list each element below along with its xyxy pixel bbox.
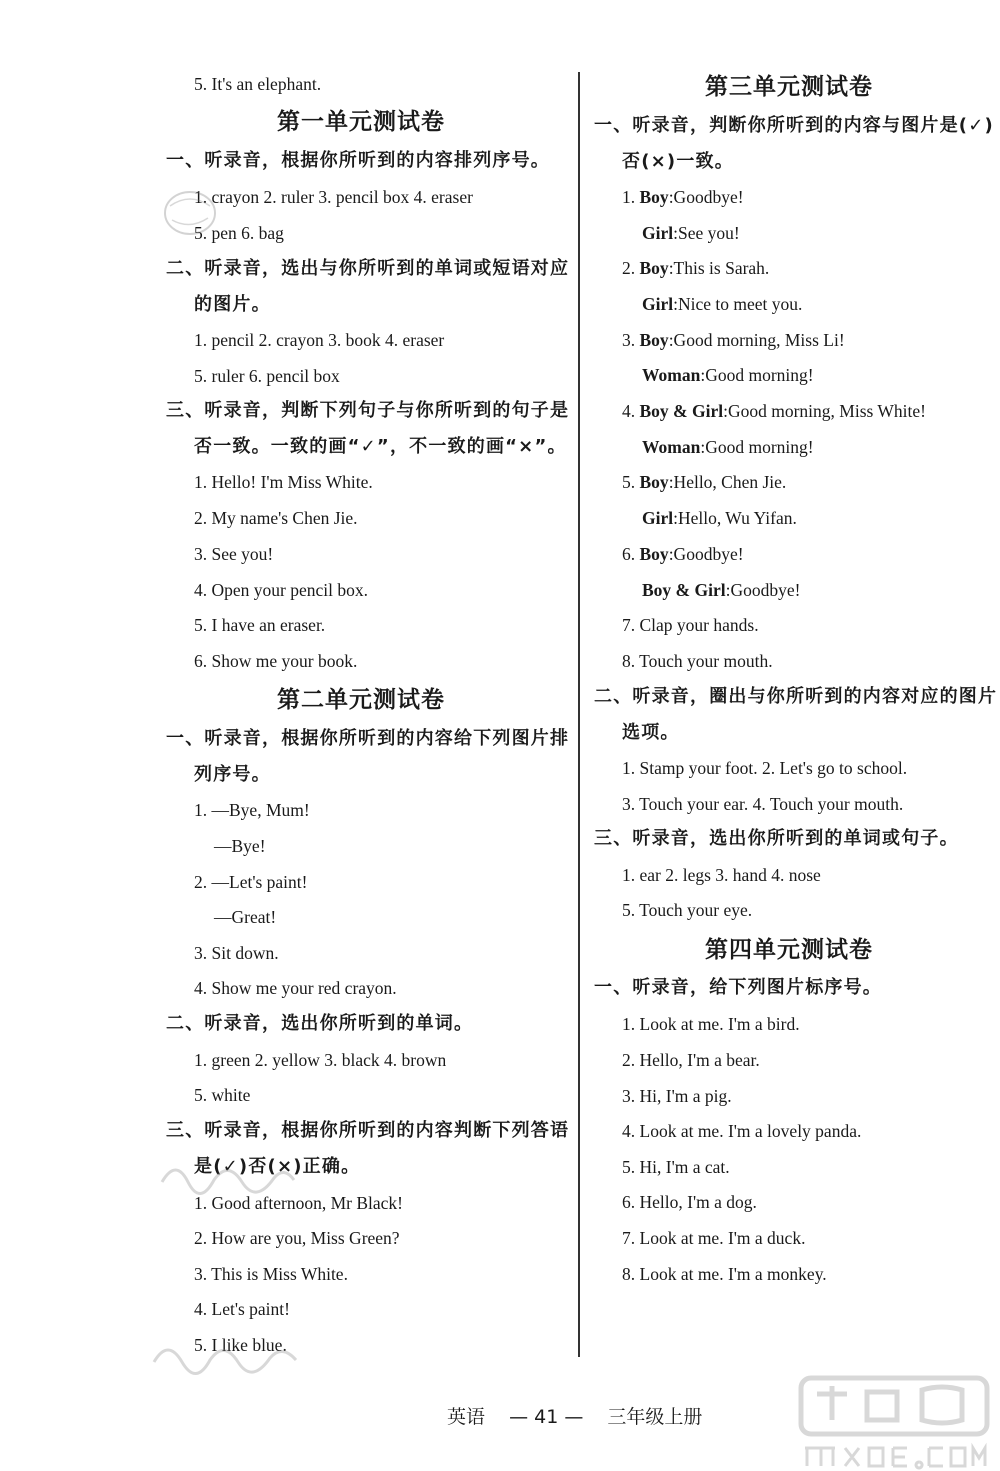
answer-line: 4. Let's paint! xyxy=(194,1299,290,1319)
unit1-s1-heading: 一、听录音，根据你所听到的内容排列序号。 xyxy=(166,150,550,171)
answer-line: 1. ear 2. legs 3. hand 4. nose xyxy=(622,865,821,885)
answer-line: 5. Touch your eye. xyxy=(622,900,753,920)
answer-line: 7. Look at me. I'm a duck. xyxy=(622,1228,806,1248)
unit1-s2-heading-cont: 的图片。 xyxy=(194,294,271,315)
answer-line: 2. How are you, Miss Green? xyxy=(194,1228,400,1248)
answer-line: 5. I like blue. xyxy=(194,1335,287,1355)
unit3-s1-heading: 一、听录音，判断你所听到的内容与图片是(✓) xyxy=(594,115,994,136)
answer-line: 5. white xyxy=(194,1085,251,1105)
answer-line: 3. See you! xyxy=(194,544,274,564)
faded-handwriting-mark xyxy=(150,1330,300,1376)
answer-line: 5. pen 6. bag xyxy=(194,223,284,243)
answer-line: 5. I have an eraser. xyxy=(194,615,326,635)
unit3-s2-heading: 二、听录音，圈出与你所听到的内容对应的图片 xyxy=(594,686,998,707)
answer-line: 5. It's an elephant. xyxy=(194,74,322,94)
page-footer xyxy=(447,1405,720,1429)
faded-handwriting-mark xyxy=(158,1152,298,1198)
unit1-s3-heading: 三、听录音，判断下列句子与你所听到的句子是 xyxy=(166,400,570,421)
answer-line: 1. green 2. yellow 3. black 4. brown xyxy=(194,1050,447,1070)
answer-line: —Great! xyxy=(214,907,277,927)
answer-line: 4. Open your pencil box. xyxy=(194,580,368,600)
unit1-s3-heading-cont: 否一致。一致的画“✓”，不一致的画“×”。 xyxy=(194,436,567,457)
column-divider xyxy=(578,72,580,1357)
unit1-s2-heading: 二、听录音，选出与你所听到的单词或短语对应 xyxy=(166,258,570,279)
answer-line: 5. Hi, I'm a cat. xyxy=(622,1157,730,1177)
unit2-s3-heading-cont: 是(✓)否(×)正确。 xyxy=(194,1156,361,1177)
answer-line: 1. Stamp your foot. 2. Let's go to school. xyxy=(622,758,908,778)
answer-line: 6. Hello, I'm a dog. xyxy=(622,1192,757,1212)
unit3-s3-heading: 三、听录音，选出你所听到的单词或句子。 xyxy=(594,828,959,849)
answer-line: 7. Clap your hands. xyxy=(622,615,759,635)
unit3-s2-heading-cont: 选项。 xyxy=(622,722,680,743)
footer-grade: 三年级上册 xyxy=(607,1406,703,1428)
unit4-title: 第四单元测试卷 xyxy=(705,937,873,963)
answer-line: 4. Look at me. I'm a lovely panda. xyxy=(622,1121,862,1141)
answer-line: 2. Hello, I'm a bear. xyxy=(622,1050,760,1070)
dialogue-line: Woman:Good morning! xyxy=(642,437,814,457)
answer-line: 4. Show me your red crayon. xyxy=(194,978,397,998)
answer-line: 1. crayon 2. ruler 3. pencil box 4. eraser xyxy=(194,187,473,207)
answer-line: 3. Sit down. xyxy=(194,943,279,963)
dialogue-line: 1. Boy:Goodbye! xyxy=(622,187,744,207)
answer-line: 6. Show me your book. xyxy=(194,651,358,671)
dialogue-line: Boy & Girl:Goodbye! xyxy=(642,580,801,600)
answer-line: 1. —Bye, Mum! xyxy=(194,800,310,820)
answer-line: 8. Look at me. I'm a monkey. xyxy=(622,1264,827,1284)
unit2-s2-heading: 二、听录音，选出你所听到的单词。 xyxy=(166,1013,474,1034)
answer-line: 2. My name's Chen Jie. xyxy=(194,508,358,528)
unit2-s3-heading: 三、听录音，根据你所听到的内容判断下列答语 xyxy=(166,1120,570,1141)
unit2-s1-heading-cont: 列序号。 xyxy=(194,764,271,785)
unit2-s1-heading: 一、听录音，根据你所听到的内容给下列图片排 xyxy=(166,728,570,749)
answer-line: 1. pencil 2. crayon 3. book 4. eraser xyxy=(194,330,445,350)
unit1-title: 第一单元测试卷 xyxy=(277,109,445,135)
answer-line: 1. Look at me. I'm a bird. xyxy=(622,1014,800,1034)
unit3-title: 第三单元测试卷 xyxy=(705,74,873,100)
dialogue-line: 5. Boy:Hello, Chen Jie. xyxy=(622,472,787,492)
footer-page-number: — 41 — xyxy=(509,1406,584,1428)
answer-line: 3. This is Miss White. xyxy=(194,1264,348,1284)
dialogue-line: 2. Boy:This is Sarah. xyxy=(622,258,770,278)
unit3-s1-heading-cont: 否(×)一致。 xyxy=(622,151,734,172)
dialogue-line: Woman:Good morning! xyxy=(642,365,814,385)
dialogue-line: 3. Boy:Good morning, Miss Li! xyxy=(622,330,845,350)
answer-line: 8. Touch your mouth. xyxy=(622,651,773,671)
unit2-title: 第二单元测试卷 xyxy=(277,687,445,713)
dialogue-line: 6. Boy:Goodbye! xyxy=(622,544,744,564)
answer-line: 1. Good afternoon, Mr Black! xyxy=(194,1193,403,1213)
answer-line: 1. Hello! I'm Miss White. xyxy=(194,472,373,492)
answer-line: 2. —Let's paint! xyxy=(194,872,308,892)
watermark-logo xyxy=(797,1372,992,1470)
answer-line: 5. ruler 6. pencil box xyxy=(194,366,340,386)
answer-line: —Bye! xyxy=(214,836,266,856)
dialogue-line: Girl:See you! xyxy=(642,223,740,243)
dialogue-line: Girl:Nice to meet you. xyxy=(642,294,803,314)
faded-stamp-mark xyxy=(160,186,220,240)
dialogue-line: Girl:Hello, Wu Yifan. xyxy=(642,508,797,528)
footer-subject: 英语 xyxy=(447,1406,486,1428)
dialogue-line: 4. Boy & Girl:Good morning, Miss White! xyxy=(622,401,926,421)
answer-line: 3. Touch your ear. 4. Touch your mouth. xyxy=(622,794,904,814)
unit4-s1-heading: 一、听录音，给下列图片标序号。 xyxy=(594,977,882,998)
answer-line: 3. Hi, I'm a pig. xyxy=(622,1086,732,1106)
